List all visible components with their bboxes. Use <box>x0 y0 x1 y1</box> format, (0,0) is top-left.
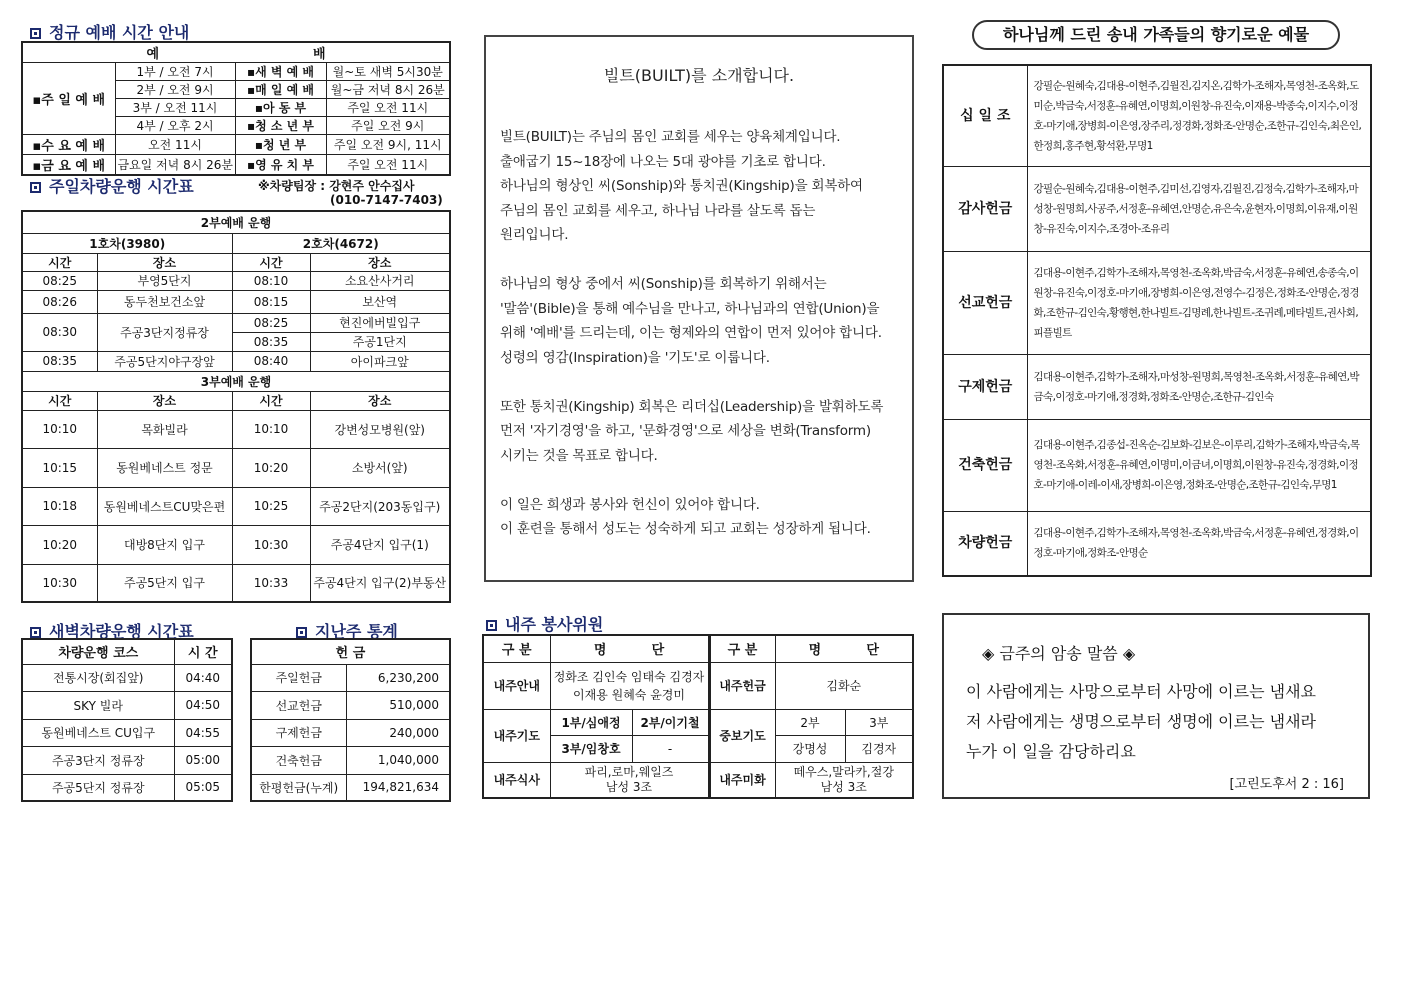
verse-reference: [고린도후서 2 : 16] <box>1229 777 1344 792</box>
vehicle-3rd-title: 3부예배 운행 <box>22 371 450 391</box>
offerings-title: 하나님께 드린 송내 가족들의 향기로운 예물 <box>972 20 1340 50</box>
mission-label: 선교헌금 <box>943 251 1027 354</box>
table-cell: 10:25 <box>232 487 310 525</box>
meal-label: 내주식사 <box>483 762 550 798</box>
vehicle-table <box>21 210 451 603</box>
prayer-2: 2부/이기철 <box>632 709 708 735</box>
table-cell: 보산역 <box>310 290 450 313</box>
vehicle-offering-label: 차량헌금 <box>943 511 1027 576</box>
intercession-label: 중보기도 <box>710 709 775 762</box>
table-cell: 10:10 <box>232 410 310 448</box>
worship-table <box>21 41 451 176</box>
stats-table <box>250 638 451 802</box>
built-line: 성령의 영감(Inspiration)을 '기도'로 이룹니다. <box>500 349 770 366</box>
prayer-label: 내주기도 <box>483 709 550 762</box>
built-line <box>500 468 883 493</box>
guide-names-1: 정화조 김인숙 임태숙 김경자 <box>553 669 705 684</box>
wednesday-label: ▪수 요 예 배 <box>22 135 115 155</box>
wednesday-time: 오전 11시 <box>115 135 235 155</box>
built-line: 빌트(BUILT)는 주님의 몸인 교회를 세우는 양육체계입니다. <box>500 129 841 145</box>
table-cell: 구제헌금 <box>251 719 346 746</box>
col-gubun: 구 분 <box>483 635 550 662</box>
friday-time: 금요일 저녁 8시 26분 <box>115 155 235 176</box>
service-table <box>482 634 914 799</box>
beauty-names-1: 떼우스,말라카,절강 <box>793 764 894 779</box>
verse-line: 저 사람에게는 생명으로부터 생명에 이르는 냄새라 <box>966 712 1317 731</box>
built-line: 출애굽기 15~18장에 나오는 5대 광야를 기초로 합니다. <box>500 153 826 170</box>
car2-header: 2호차(4672) <box>232 233 450 253</box>
table-cell: 6,230,200 <box>346 664 450 691</box>
table-cell: 동원베네스트 정문 <box>97 448 232 487</box>
kinder-label: ▪영 유 치 부 <box>235 155 326 176</box>
offering-label: 내주헌금 <box>710 662 775 709</box>
table-cell: 아이파크앞 <box>310 351 450 371</box>
guide-label: 내주안내 <box>483 662 550 709</box>
table-cell: 소요산사거리 <box>310 271 450 290</box>
table-cell: 04:50 <box>174 691 232 719</box>
table-cell: 04:55 <box>174 719 232 746</box>
sunday-time: 2부 / 오전 9시 <box>115 81 235 99</box>
built-line <box>500 248 883 273</box>
friday-label: ▪금 요 예 배 <box>22 155 115 176</box>
service-time: 주일 오전 9시 <box>326 117 450 135</box>
intercession-h2: 3부 <box>845 709 913 735</box>
built-line: 이 훈련을 통해서 성도는 성숙하게 되고 교회는 성장하게 됩니다. <box>500 521 871 537</box>
vehicle-2nd-title: 2부예배 운행 <box>22 211 450 233</box>
table-cell: 주일헌금 <box>251 664 346 691</box>
table-cell: 주공5단지야구장앞 <box>97 351 232 371</box>
col-time: 시 간 <box>174 639 232 664</box>
table-cell: 전통시장(회집앞) <box>22 664 174 691</box>
guide-names-2: 이재용 원혜숙 윤경미 <box>573 687 685 702</box>
building-label: 건축헌금 <box>943 419 1027 511</box>
table-cell: 194,821,634 <box>346 774 450 801</box>
table-cell: 240,000 <box>346 719 450 746</box>
col-place: 장소 <box>97 391 232 410</box>
table-cell: 주공4단지 입구(1) <box>310 525 450 564</box>
col-course: 차량운행 코스 <box>22 639 174 664</box>
stats-section-title: 지난주 통계 <box>296 619 398 642</box>
verse-title: ◈ 금주의 암송 말씀 ◈ <box>982 644 1136 663</box>
sunday-time: 4부 / 오후 2시 <box>115 117 235 135</box>
youth-time: 주일 오전 9시, 11시 <box>326 135 450 155</box>
offering-name: 김화순 <box>775 662 913 709</box>
kinder-time: 주일 오전 11시 <box>326 155 450 176</box>
table-cell: 10:15 <box>22 448 97 487</box>
service-section-title: 내주 봉사위원 <box>486 612 603 635</box>
service-label: ▪아 동 부 <box>235 99 326 117</box>
table-cell: 부영5단지 <box>97 271 232 290</box>
service-label: ▪매 일 예 배 <box>235 81 326 99</box>
built-line: 위해 '예배'를 드리는데, 이는 형제와의 연합이 먼저 있어야 합니다. <box>500 325 882 341</box>
built-line <box>500 370 883 395</box>
col-time: 시간 <box>22 253 97 271</box>
building-names: 김대용-이현주,김종섭-진옥순-김보화-김보은-이루리,김학가-조해자,박금숙,목영천-조옥화,서정훈-유혜연,이명미,이금녀,이명희,이원창-유진숙,정경화,이정호-마기애-이레-이새,장병희-이은영,정화조-안명순,조한규-김인숙,무명1 <box>1027 419 1371 511</box>
col-time: 시간 <box>22 391 97 410</box>
table-cell: 510,000 <box>346 691 450 719</box>
sunday-time: 3부 / 오전 11시 <box>115 99 235 117</box>
worship-header: 예 배 <box>22 42 450 63</box>
table-cell: 10:20 <box>22 525 97 564</box>
service-label: ▪청 소 년 부 <box>235 117 326 135</box>
col-time: 시간 <box>232 391 310 410</box>
table-cell: 동원베네스트 CU입구 <box>22 719 174 746</box>
table-cell: 주공3단지 정류장 <box>22 746 174 774</box>
built-line: 이 일은 희생과 봉사와 헌신이 있어야 합니다. <box>500 496 760 513</box>
built-line: 시키는 것을 목표로 합니다. <box>500 447 658 464</box>
vehicle-manager: ※차량팀장 : 강현주 안수집사 <box>258 179 415 193</box>
table-cell: 대방8단지 입구 <box>97 525 232 564</box>
built-intro-box <box>484 35 914 582</box>
thanks-label: 감사헌금 <box>943 166 1027 251</box>
table-cell: 08:30 <box>22 313 97 351</box>
car1-header: 1호차(3980) <box>22 233 232 253</box>
col-place: 장소 <box>310 391 450 410</box>
square-bullet-icon <box>486 620 497 631</box>
col-gubun: 구 분 <box>710 635 775 662</box>
table-cell: 04:40 <box>174 664 232 691</box>
col-time: 시간 <box>232 253 310 271</box>
table-cell: 08:35 <box>22 351 97 371</box>
service-label: ▪새 벽 예 배 <box>235 63 326 81</box>
table-cell: 10:20 <box>232 448 310 487</box>
table-cell: SKY 빌라 <box>22 691 174 719</box>
table-cell: 주공2단지(203동입구) <box>310 487 450 525</box>
col-place: 장소 <box>97 253 232 271</box>
service-time: 주일 오전 11시 <box>326 99 450 117</box>
table-cell: 선교헌금 <box>251 691 346 719</box>
stats-header: 헌 금 <box>251 639 450 664</box>
vehicle-offering-names: 김대용-이현주,김학가-조해자,목영천-조옥화,박금숙,서정훈-유혜연,정경화,이정호-마기애,정화조-안명순 <box>1027 511 1371 576</box>
col-name: 명 단 <box>775 635 913 662</box>
service-time: 월~토 새벽 5시30분 <box>326 63 450 81</box>
table-cell: 1,040,000 <box>346 746 450 774</box>
table-cell: 10:33 <box>232 564 310 602</box>
prayer-3: 3부/임창호 <box>550 735 632 762</box>
table-cell: 한평헌금(누계) <box>251 774 346 801</box>
verse-line: 누가 이 일을 감당하리요 <box>966 742 1136 761</box>
table-cell: 주공4단지 입구(2)부동산 <box>310 564 450 602</box>
table-cell: 08:25 <box>232 313 310 332</box>
built-line: 원리입니다. <box>500 227 569 243</box>
table-cell: 동원베네스트CU맞은편 <box>97 487 232 525</box>
built-line: 먼저 '자기경영'을 하고, '문화경영'으로 세상을 변화(Transform) <box>500 423 871 439</box>
vehicle-section-title: 주일차량운행 시간표 <box>30 174 194 197</box>
col-name: 명 단 <box>550 635 708 662</box>
table-cell: 주공1단지 <box>310 332 450 351</box>
prayer-1: 1부/심애정 <box>550 709 632 735</box>
col-place: 장소 <box>310 253 450 271</box>
table-cell: 주공3단지정류장 <box>97 313 232 351</box>
dawn-section-title: 새벽차량운행 시간표 <box>30 619 194 642</box>
square-bullet-icon <box>30 182 41 193</box>
service-time: 월~금 저녁 8시 26분 <box>326 81 450 99</box>
intercession-n2: 김경자 <box>845 735 913 762</box>
verse-line: 이 사람에게는 사망으로부터 사망에 이르는 냄새요 <box>966 682 1317 701</box>
youth-label: ▪청 년 부 <box>235 135 326 155</box>
square-bullet-icon <box>30 627 41 638</box>
table-cell: 10:10 <box>22 410 97 448</box>
worship-section-title: 정규 예배 시간 안내 <box>30 20 189 43</box>
table-cell: 10:18 <box>22 487 97 525</box>
table-cell: 08:15 <box>232 290 310 313</box>
dawn-table <box>21 638 233 802</box>
table-cell: 10:30 <box>232 525 310 564</box>
relief-names: 김대용-이현주,김학가-조해자,마성창-원명희,목영천-조옥화,서정훈-유혜연,박금숙,이정호-마기애,정경화,정화조-안명순,조한규-김인숙 <box>1027 354 1371 419</box>
table-cell: 주공5단지 입구 <box>97 564 232 602</box>
tithe-label: 십 일 조 <box>943 65 1027 166</box>
table-cell: 08:26 <box>22 290 97 313</box>
square-bullet-icon <box>296 627 307 638</box>
meal-names-2: 남성 3조 <box>605 779 653 794</box>
table-cell: 소방서(앞) <box>310 448 450 487</box>
table-cell: 05:00 <box>174 746 232 774</box>
built-body <box>500 125 883 542</box>
table-cell: 건축헌금 <box>251 746 346 774</box>
offerings-table <box>942 64 1372 577</box>
table-cell: 10:30 <box>22 564 97 602</box>
table-cell: 주공5단지 정류장 <box>22 774 174 801</box>
table-cell: 08:35 <box>232 332 310 351</box>
square-bullet-icon <box>30 28 41 39</box>
prayer-4: - <box>632 735 708 762</box>
built-line: 주님의 몸인 교회를 세우고, 하나님 나라를 살도록 돕는 <box>500 202 816 219</box>
table-cell: 08:40 <box>232 351 310 371</box>
sunday-label: ▪주 일 예 배 <box>22 63 115 135</box>
built-line: '말씀'(Bible)을 통해 예수님을 만나고, 하나님과의 연합(Union)을 <box>500 300 880 317</box>
beauty-names-2: 남성 3조 <box>820 779 867 794</box>
relief-label: 구제헌금 <box>943 354 1027 419</box>
mission-names: 김대용-이현주,김학가-조해자,목영천-조옥화,박금숙,서정훈-유혜연,송종숙,이원창-유진숙,이정호-마기애,장병희-이은영,전영수-김정은,정화조-안명순,정경화,조한규-김인숙,황행현,한나빌트-김명례,한나빌트-조귀례,메타빌트,권사회,피플빌트 <box>1027 251 1371 354</box>
intercession-h1: 2부 <box>775 709 845 735</box>
table-cell: 08:10 <box>232 271 310 290</box>
built-line: 하나님의 형상 중에서 씨(Sonship)를 회복하기 위해서는 <box>500 276 827 292</box>
built-line: 또한 통치권(Kingship) 회복은 리더십(Leadership)을 발휘하도록 <box>500 398 884 415</box>
sunday-time: 1부 / 오전 7시 <box>115 63 235 81</box>
thanks-names: 강필순-원혜숙,김대용-이현주,김미선,김영자,김월진,김정숙,김학가-조해자,마성창-원명희,사공주,서정훈-유혜연,안명순,유은숙,윤현자,이명희,이유재,이원창-유진숙,이지수,조경아-조유리 <box>1027 166 1371 251</box>
table-cell: 동두천보건소앞 <box>97 290 232 313</box>
built-line: 하나님의 형상인 씨(Sonship)와 통치권(Kingship)을 회복하여 <box>500 178 863 194</box>
memory-verse-box <box>942 613 1370 799</box>
intercession-n1: 강명성 <box>775 735 845 762</box>
table-cell: 목화빌라 <box>97 410 232 448</box>
table-cell: 강변성모병원(앞) <box>310 410 450 448</box>
verse-text <box>966 677 1316 767</box>
tithe-names: 강필순-원혜숙,김대용-이현주,김월진,김지온,김학가-조해자,목영천-조옥화,도미순,박금숙,서정훈-유혜연,이명희,이원창-유진숙,이재용-박종숙,이지수,이정호-마기애,장병희-이은영,장주리,정경화,정화조-안명순,조한규-김인숙,최은인,한정희,홍주현,황석환,무명1 <box>1027 65 1371 166</box>
meal-names-1: 파리,로마,웨일즈 <box>584 764 674 779</box>
table-cell: 현진에버빌입구 <box>310 313 450 332</box>
table-cell: 08:25 <box>22 271 97 290</box>
vehicle-manager-phone: (010-7147-7403) <box>330 193 443 207</box>
beauty-label: 내주미화 <box>710 762 775 798</box>
built-title: 빌트(BUILT)를 소개합니다. <box>603 66 795 85</box>
table-cell: 05:05 <box>174 774 232 801</box>
